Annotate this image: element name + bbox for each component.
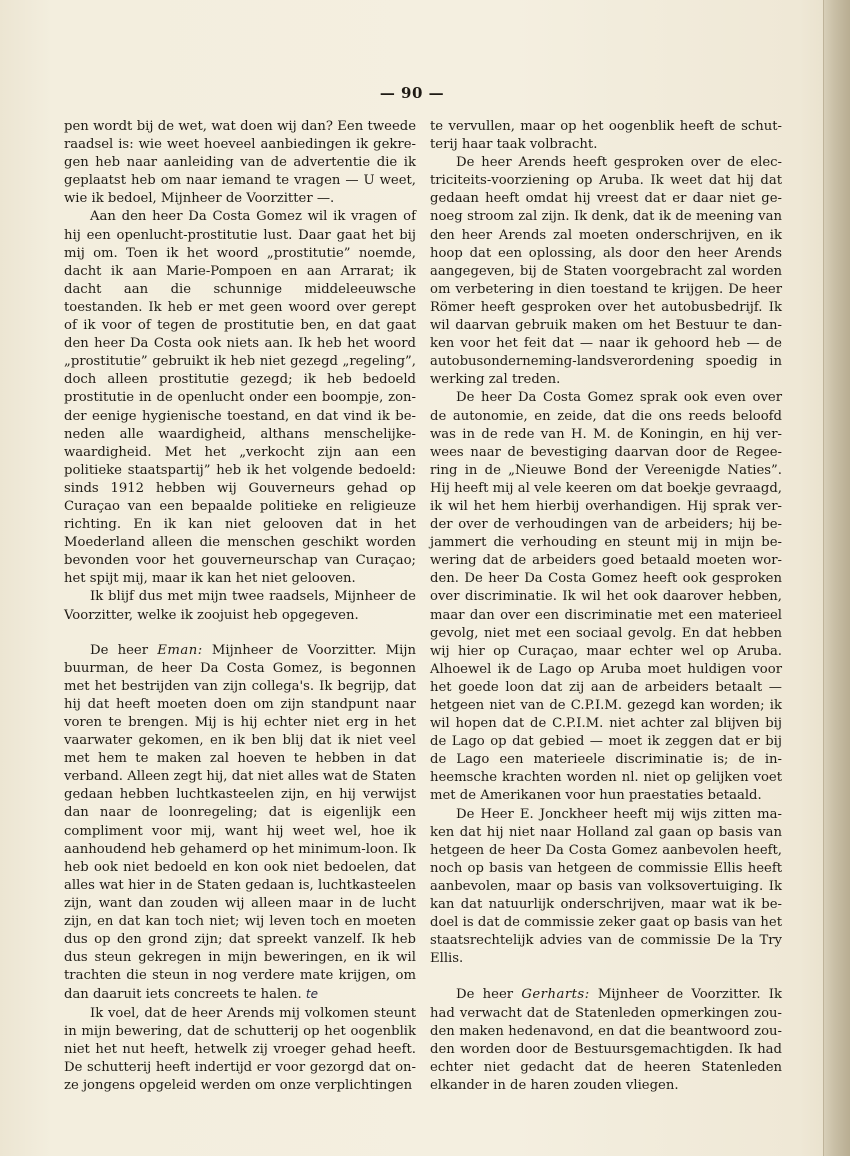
speaker-name: Gerharts: [521,987,590,1003]
paragraph: Ik blijf dus met mijn twee raadsels, Mijnheer de Voorzitter, welke ik zoojuist heb opgegeven. [64,589,416,623]
paragraph: De heer Da Costa Gomez sprak ook even over de autonomie, en zeide, dat die ons reeds beloofd was in de rede van H. M. de Koningin, en hij verwees naar de bevestiging daarvan door de Regeering in de „Nieuwe Bond der Vereenigde Naties”. Hij heeft mij al vele keeren om dat boekje gevraagd, ik wil het hem hierbij overhandigen. Hij sprak verder over de verhoudingen van de arbeiders; hij bejammert die verhouding en steunt mij in mijn bewering dat de arbeiders goed betaald moeten worden. De heer Da Costa Gomez heeft ook gesproken over discriminatie. Ik wil het ook daarover hebben, maar dan over een discriminatie met een materieel gevolg, niet met een sociaal gevolg. En dat hebben wij hier op Curaçao, maar echter wel op Aruba. Alhoewel ik de Lago op Aruba moet huldigen voor het goede loon dat zij aan de arbeiders betaalt — hetgeen niet van de C.P.I.M. gezegd kan worden; ik wil hopen dat de C.P.I.M. niet achter zal blijven bij de Lago op dat gebied — moet ik zeggen dat er bij de Lago een materieele discriminatie is; de inheemsche krachten worden nl. niet op gelijken voet met de Amerikanen voor hun praestaties betaald. [430,390,782,804]
speech-text: Mijnheer de Voorzitter. Ik had verwacht dat de Statenleden opmerkingen zouden maken hedenavond, en dat die beantwoord zouden worden door de Bestuursgemachtigden. Ik had echter niet gedacht dat de heeren Statenleden elkander in de haren zouden vliegen. [430,987,782,1093]
binding-edge [823,0,850,1156]
speaker-paragraph-gerharts [430,986,782,1095]
speaker-prefix: De heer [456,987,514,1003]
page-number: — 90 — [379,84,445,102]
right-column [430,118,782,1095]
handwritten-note: te [305,987,318,1002]
paragraph: De Heer E. Jonckheer heeft mij wijs zitten maken dat hij niet naar Holland zal gaan op basis van hetgeen de heer Da Costa Gomez aanbevolen heeft, noch op basis van hetgeen de commissie Ellis heeft aanbevolen, maar op basis van volksovertuiging. Ik kan dat natuurlijk onderschrijven, maar wat ik bedoel is dat de commissie zeker gaat op basis van het staatsrechtelijk advies van de commissie De la Try Ellis. [430,806,782,967]
paragraph: Aan den heer Da Costa Gomez wil ik vragen of hij een openlucht-prostitutie lust. Daar gaat het bij mij om. Toen ik het woord „prostitutie” noemde, dacht ik aan Marie-Pompoen en aan Arrarat; ik dacht aan die schunnige middeleeuwsche toestanden. Ik heb er met geen woord over gerept of ik voor of tegen de prostitutie ben, en dat gaat den heer Da Costa ook niets aan. Ik heb het woord „prostitutie” gebruikt ik heb niet gezegd „regeling”, doch alleen prostitutie gezegd; ik heb bedoeld prostitutie in de openlucht onder een boompje, zonder eenige hygienische toestand, en dat vind ik beneden alle waardigheid, althans menschelijke- waardigheid. Met het „verkocht zijn aan een politieke staatspartij” heb ik het volgende bedoeld: sinds 1912 hebben wij Gouverneurs gehad op Curaçao van een bepaalde politieke en religieuze richting. En ik kan niet gelooven dat in het Moederland alleen die menschen geschikt worden bevonden voor het gouverneurschap van Curaçao; het spijt mij, maar ik kan het niet gelooven. [64,209,416,587]
paragraph: Ik voel, dat de heer Arends mij volkomen steunt in mijn bewering, dat de schutterij op het oogenblik niet het nut heeft, hetwelk zij vroeger gehad heeft. De schutterij heeft indertijd er voor gezorgd dat onze jongens opgeleid werden om onze verplichtingen [64,1005,416,1093]
paragraph: pen wordt bij de wet, wat doen wij dan? Een tweede raadsel is: wie weet hoeveel aanbiedingen ik gekregen heb naar aanleiding van de advertentie die ik geplaatst heb om naar iemand te vragen — U weet, wie ik bedoel, Mijnheer de Voorzitter —. [64,119,416,207]
speaker-name: Eman: [157,642,203,658]
paragraph: te vervullen, maar op het oogenblik heeft de schutterij haar taak volbracht. [430,119,782,153]
speaker-paragraph-eman [64,642,416,1005]
left-column [64,118,416,1095]
paragraph: De heer Arends heeft gesproken over de electriciteits-voorziening op Aruba. Ik weet dat hij dat gedaan heeft omdat hij vreest dat er daar niet genoeg stroom zal zijn. Ik denk, dat ik de meening van den heer Arends zal moeten onderschrijven, en ik hoop dat een oplossing, als door den heer Arends aangegeven, bij de Staten voorgebracht zal worden om verbetering in dien toestand te krijgen. De heer Römer heeft gesproken over het autobusbedrijf. Ik wil daarvan gebruik maken om het Bestuur te danken voor het feit dat — naar ik gehoord heb — de autobusonderneming-landsverordening spoedig in werking zal treden. [430,155,782,388]
speech-text: Mijnheer de Voorzitter. Mijn buurman, de heer Da Costa Gomez, is begonnen met het bestrijden van zijn collega's. Ik begrijp, dat hij dat heeft moeten doen om zijn standpunt naar voren te brengen. Mij is hij echter niet erg in het vaarwater gekomen, en ik ben blij dat ik niet veel met hem te maken zal hoeven te hebben in dat verband. Alleen zegt hij, dat niet alles wat de Staten gedaan hebben luchtkasteelen zijn, en hij verwijst dan naar de loonregeling; dat is eigenlijk een compliment voor mij, want hij weet wel, hoe ik aanhoudend heb gehamerd op het minimum-loon. Ik heb ook niet bedoeld en kon ook niet bedoelen, dat alles wat hier in de Staten gedaan is, luchtkasteelen zijn, want dan zouden wij alleen maar in de lucht zijn, en dat kan toch niet; wij leven toch en moeten dus op den grond zijn; dat spreekt vanzelf. Ik heb dus steun gekregen in mijn beweringen, en ik wil trachten die steun in nog verdere mate krijgen, om dan daaruit iets concreets te halen. [64,642,416,1003]
speaker-prefix: De heer [90,642,149,658]
